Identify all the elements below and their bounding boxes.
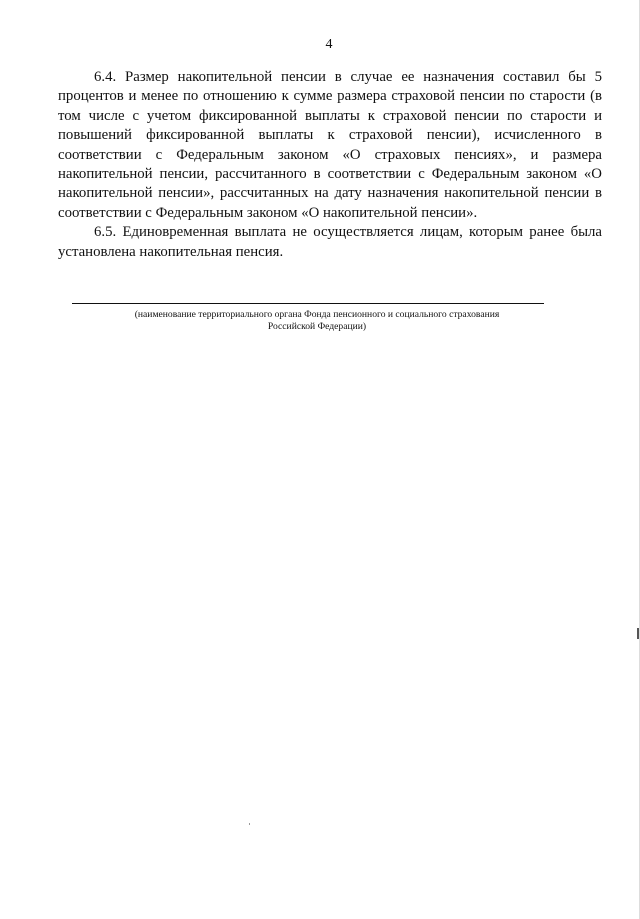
signature-caption-line-2: Российской Федерации) — [267, 321, 367, 332]
signature-line — [72, 303, 544, 304]
paragraph-6-5: 6.5. Единовременная выплата не осуществляется лицам, которым ранее была установлена накопительная пенсия. — [58, 224, 602, 260]
paragraph-6-4: 6.4. Размер накопительной пенсии в случае ее назначения составил бы 5 процентов и менее по отношению к сумме размера страховой пенсии по старости (в том числе с учетом фиксированной выплаты к страховой пенсии по старости и повышений фиксированной выплаты к страховой пенсии), исчисленного в соответствии с Федеральным законом «О страховых пенсиях», и размера накопительной пенсии, рассчитанного в соответствии с Федеральным законом «О накопительной пенсии», рассчитанных на дату назначения накопительной пенсии в соответствии с Федеральным законом «О накопительной пенсии». — [58, 69, 602, 221]
document-body — [58, 68, 602, 262]
signature-caption — [72, 309, 544, 333]
page-number: 4 — [325, 37, 333, 52]
scan-speck — [249, 823, 250, 825]
signature-caption-line-1: (наименование территориального органа Фонда пенсионного и социального страхования — [134, 309, 500, 320]
signature-block — [72, 303, 544, 333]
